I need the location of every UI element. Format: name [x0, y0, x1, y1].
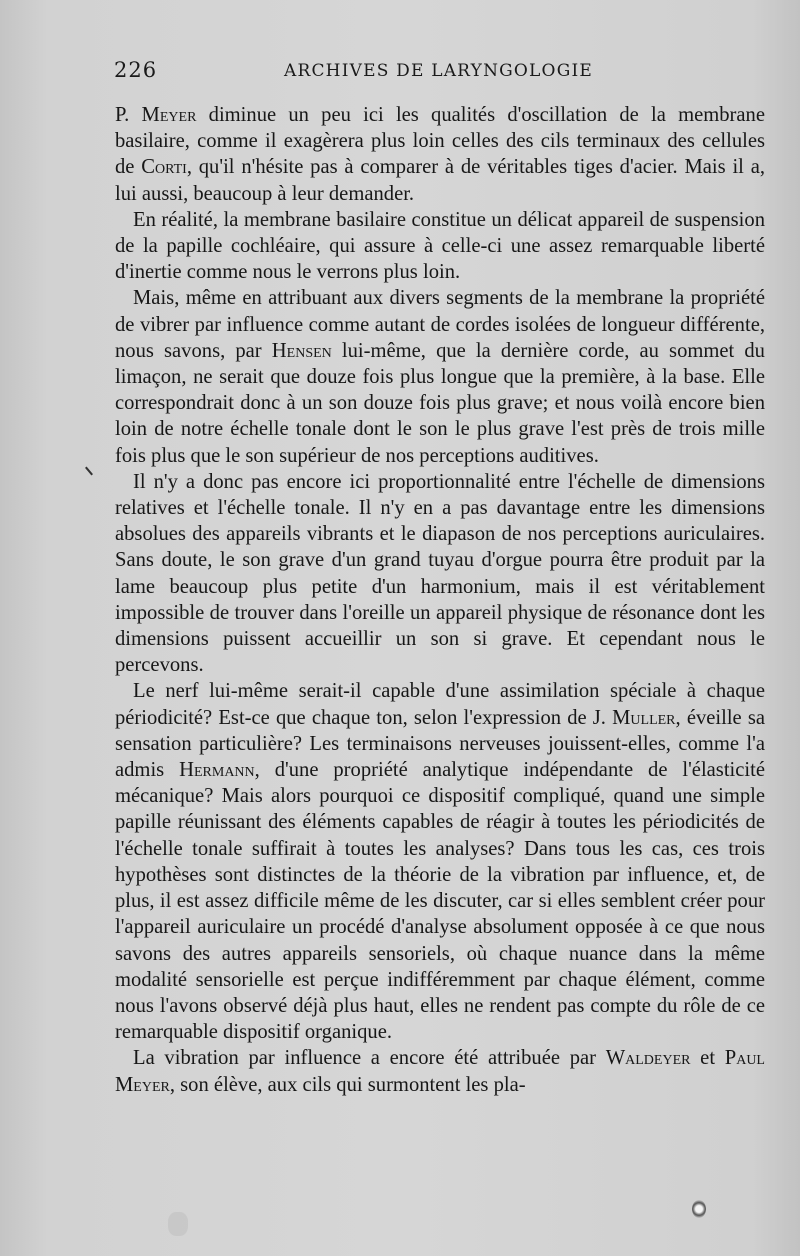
text-run: Mais, même en attribuant aux divers segments de la membrane la propriété de vibrer par influence comme autant de cordes isolées de longueur différente, nous savons, par — [115, 287, 765, 362]
text-run: , son élève, aux cils qui surmontent les pla- — [169, 1073, 526, 1096]
text-run: , d'une propriété analytique indépendante de l'élasticité mécanique? Mais alors pourquoi ce dispositif compliqué, quand une simple papille réunissant des éléments capables de réagir à toutes les périodicités de l'échelle tonale suffirait à toutes les analyses? Dans tous les cas, ces trois hypothèses sont distinctes de la théorie de la vibration par influence, et, de plus, il est assez difficile même de les discuter, car si elles semblent créer pour l'appareil auriculaire un procédé d'analyse absolument opposée à ce que nous savons des autres appareils sensoriels, où chaque nuance dans la même modalité sensorielle est perçue indifféremment par chaque élément, comme nous l'avons observé déjà plus haut, elles ne rendent pas compte du rôle de ce remarquable dispositif organique. — [115, 759, 765, 1044]
paragraph-2 — [115, 207, 765, 286]
page-header — [114, 58, 764, 94]
author-name: Waldeyer — [605, 1047, 691, 1070]
body-text — [115, 102, 765, 1098]
text-run: P. — [115, 104, 142, 126]
paragraph-5 — [115, 678, 765, 1045]
text-run: La vibration par influence a encore été attribuée par — [133, 1047, 606, 1070]
author-name: Hensen — [271, 339, 332, 362]
author-name: Meyer — [141, 104, 197, 126]
text-run: et — [690, 1047, 725, 1070]
author-name: Paul Meyer — [115, 1047, 765, 1096]
author-name: Corti — [141, 156, 187, 179]
binding-hole — [692, 1200, 706, 1218]
text-run: , éveille sa sensation particulière? Les terminaisons nerveuses jouissent-elles, comme l'a admis — [115, 706, 766, 782]
page-number: 226 — [114, 58, 158, 82]
author-name: Hermann — [179, 759, 255, 782]
text-run: lui-même, que la dernière corde, au sommet du limaçon, ne serait que douze fois plus longue que la première, à la base. Elle correspondrait donc à un son douze fois plus grave; et nous voilà encore bien loin de notre échelle tonale dont le son le plus grave l'est près de trois mille fois plus que le son supérieur de nos perceptions auditives. — [115, 339, 765, 467]
paragraph-4 — [115, 469, 765, 679]
ink-smudge — [168, 1212, 188, 1236]
running-title: ARCHIVES DE LARYNGOLOGIE — [284, 61, 593, 81]
paragraph-6 — [115, 1045, 765, 1097]
margin-mark — [85, 467, 93, 476]
author-name: Muller — [612, 706, 676, 729]
paragraph-3 — [115, 285, 765, 468]
text-run: Le nerf lui-même serait-il capable d'une assimilation spéciale à chaque périodicité? Est-ce que chaque ton, selon l'expression de J. — [115, 680, 765, 729]
text-run: Il n'y a donc pas encore ici proportionnalité entre l'échelle de dimensions relatives et l'échelle tonale. Il n'y en a pas davantage entre les dimensions absolues des appareils vibrants et le diapason de nos perceptions auriculaires. Sans doute, le son grave d'un grand tuyau d'orgue pourra être produit par la lame beaucoup plus petite d'un harmonium, mais il est véritablement impossible de trouver dans l'oreille un appareil physique de résonance dont les dimensions puissent accueillir un son si grave. Et cependant nous le percevons. — [115, 470, 765, 677]
text-run: En réalité, la membrane basilaire constitue un délicat appareil de suspension de la papille cochléaire, qui assure à celle-ci une assez remarquable liberté d'inertie comme nous le verrons plus loin. — [115, 208, 765, 284]
paragraph-1 — [115, 102, 765, 207]
text-run: , qu'il n'hésite pas à comparer à de véritables tiges d'acier. Mais il a, lui aussi, beaucoup à leur demander. — [115, 156, 765, 205]
text-run: diminue un peu ici les qualités d'oscillation de la membrane basilaire, comme il exagèrera plus loin celles des cils terminaux des cellules de — [115, 104, 765, 179]
